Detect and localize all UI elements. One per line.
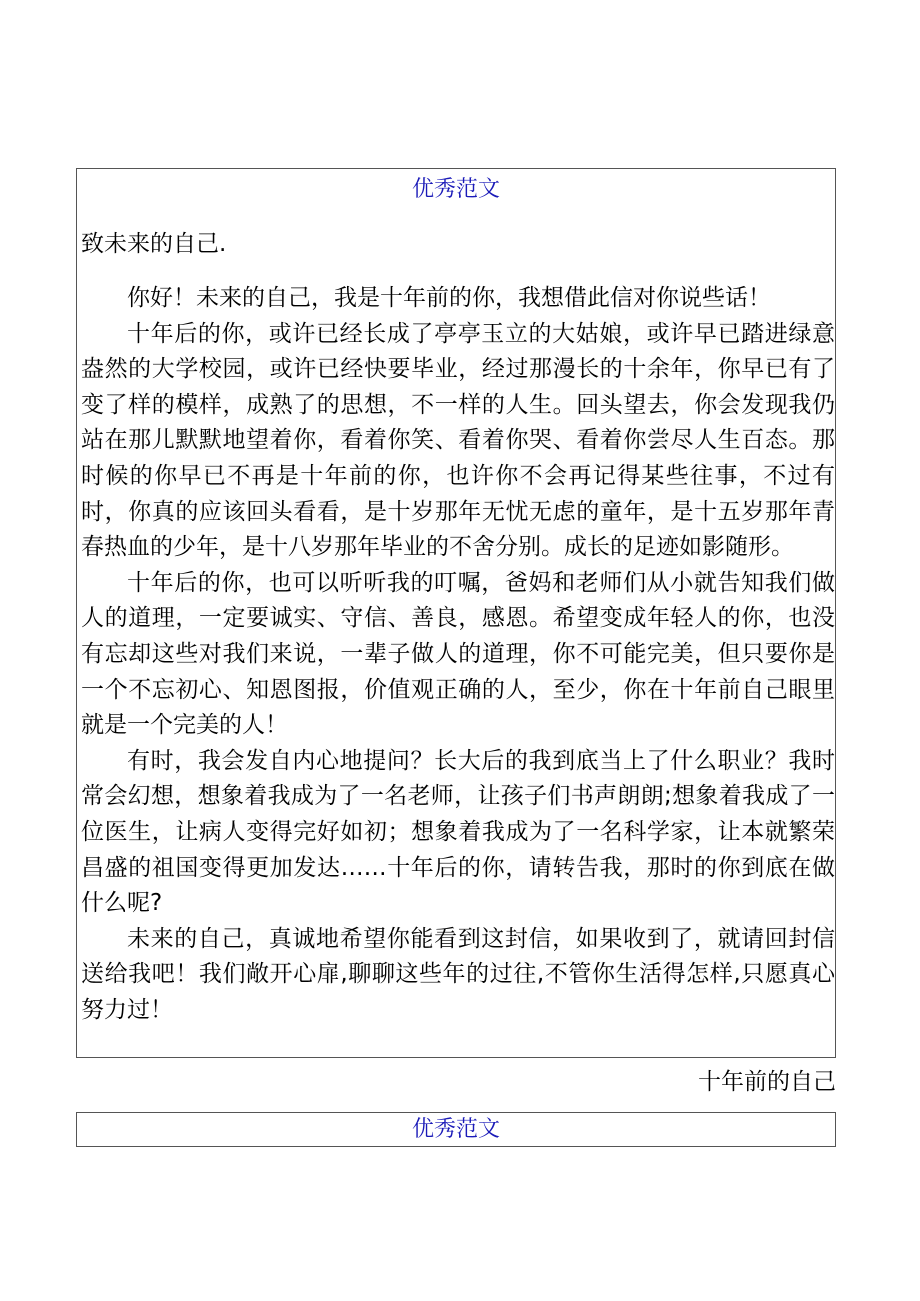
paragraph-1: 你好！未来的自己，我是十年前的你，我想借此信对你说些话！: [127, 285, 771, 311]
header-label: 优秀范文: [411, 177, 500, 202]
paragraph-2: 十年后的你，或许已经长成了亭亭玉立的大姑娘，或许早已踏进绿意盎然的大学校园，或许已经快要毕业，经过那漫长的十余年，你早已有了变了样的模样，成熟了的思想，不一样的人生。回头望去，你会发现我仍站在那儿默默地望着你，看着你笑、看着你哭、看着你尝尽人生百态。那时候的你早已不再是十年前的你，也许你不会再记得某些往事，不过有时，你真的应该回头看看，是十岁那年无忧无虑的童年，是十五岁那年青春热血的少年，是十八岁那年毕业的不舍分别。成长的足迹如影随形。: [81, 320, 835, 561]
letter-body: [81, 281, 835, 1028]
footer-frame: [76, 1112, 836, 1147]
signature: 十年前的自己: [698, 1069, 836, 1095]
paragraph-5: 未来的自己，真诚地希望你能看到这封信，如果收到了，就请回封信送给我吧！我们敞开心扉,聊聊这些年的过往,不管你生活得怎样,只愿真心努力过！: [81, 925, 835, 1023]
footer-label: 优秀范文: [411, 1117, 500, 1142]
paragraph-3: 十年后的你，也可以听听我的叮嘱，爸妈和老师们从小就告知我们做人的道理，一定要诚实、守信、善良，感恩。希望变成年轻人的你，也没有忘却这些对我们来说，一辈子做人的道理，你不可能完美，但只要你是一个不忘初心、知恩图报，价值观正确的人，至少，你在十年前自己眼里就是一个完美的人！: [81, 569, 835, 739]
salutation: 致未来的自己.: [81, 231, 227, 257]
paragraph-4: 有时，我会发自内心地提问？长大后的我到底当上了什么职业？我时常会幻想，想象着我成为了一名老师，让孩子们书声朗朗;想象着我成了一位医生，让病人变得完好如初；想象着我成为了一名科学家，让本就繁荣昌盛的祖国变得更加发达……十年后的你，请转告我，那时的你到底在做什么呢?: [81, 747, 835, 917]
letter-frame: [76, 168, 836, 1058]
